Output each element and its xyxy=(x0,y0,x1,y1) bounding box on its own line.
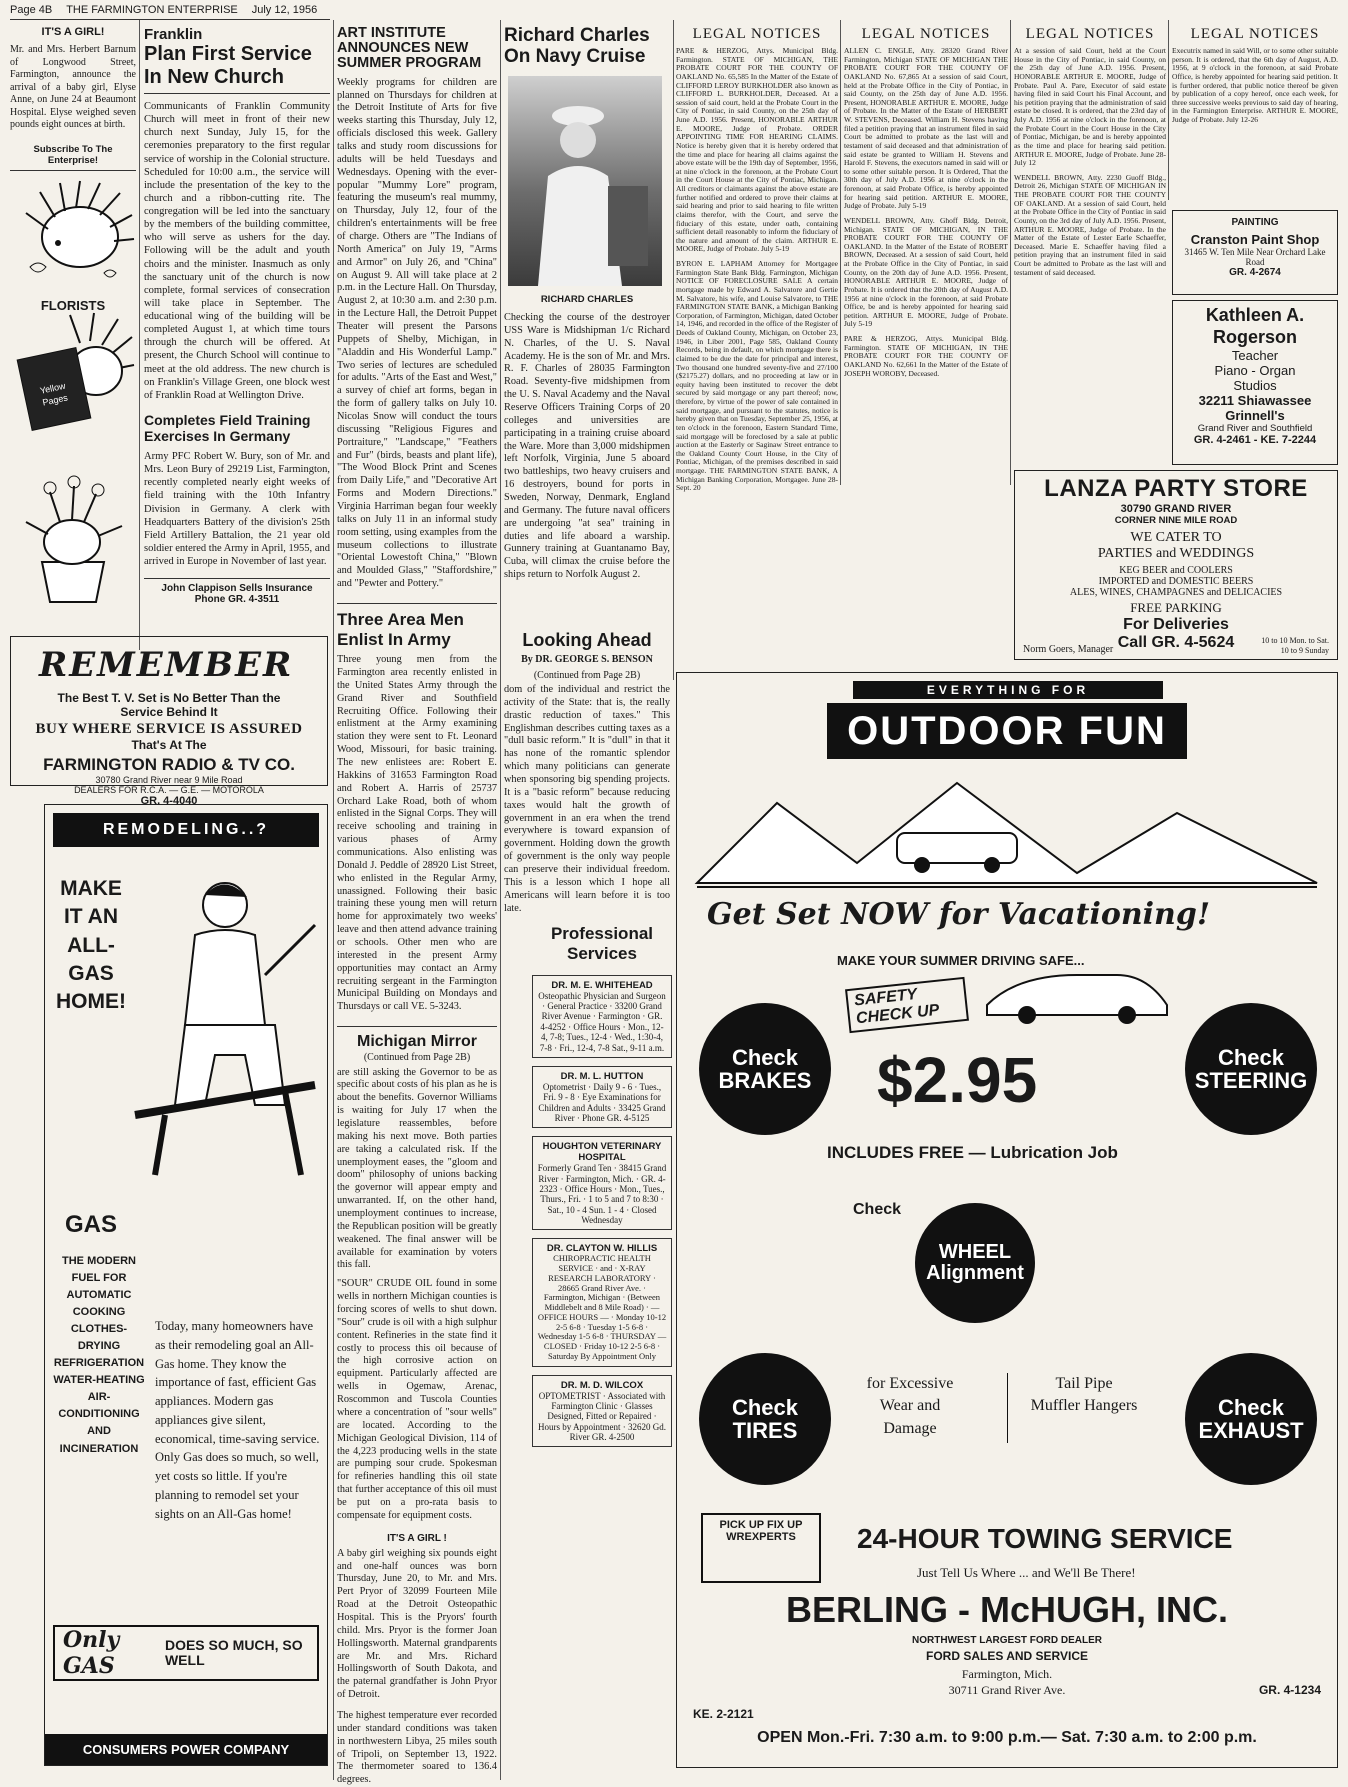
svg-text:Yellow: Yellow xyxy=(39,380,67,396)
teacher-name: Kathleen A. Rogerson xyxy=(1205,305,1305,347)
gas-list: THE MODERN FUEL FOR AUTOMATIC COOKING CLOTHES-DRYING REFRIGERATION WATER-HEATING AIR-CONDITIONING AND INCINERATION xyxy=(53,1255,145,1455)
legal-column-4 xyxy=(1172,26,1338,206)
houghton-lines: Formerly Grand Ten · 38415 Grand River · Farmington, Mich. · GR. 4-2323 · Office Hours · Mon., Tues., Thurs., Fri. · 1 to 5 and 7 to 8:30 · Sat., 10 - 4 Sun. 1 - 4 · Closed Wednesday xyxy=(537,1163,667,1225)
legal-heading-1: LEGAL NOTICES xyxy=(692,26,822,42)
insurance-name: John Clappison Sells Insurance xyxy=(144,578,330,594)
insurance-phone: Phone GR. 4-3511 xyxy=(194,594,280,606)
legal-text-1: PARE & HERZOG, Attys. Municipal Bldg. Farmington. STATE OF MICHIGAN, THE PROBATE COURT FOR THE COUNTY OF OAKLAND No. 65,585 In the Matter of the Estate of CLIFFORD LEROY BURKHOLDER also known as CLIFFORD L. BURKHOLDER, Deceased. At a session of said court, held at the Probate Court in the City of Pontiac, in said County, on the 25th day of June A.D. 1956. Present, HONORABLE ARTHUR E. MOORE, Judge of Probate. ORDER APPOINTING TIME FOR HEARING CLAIMS. Notice is hereby given that it is hereby ordered that the time and place for hearing all claims against the above estate will be the 19th day of September, 1956, at nine o'clock in the forenoon, at the Probate Court in the Court House at the City of Pontiac, Michigan. All creditors or claimants against the above estate are further notified and ordered to prove their claims at said hearing and prior to said hearing to file written claims therefor, with the Court, and serve the fiduciary of this estate, under oath, containing sufficient detail reasonably to inform the fiduciary of the nature and amount of the claim. ARTHUR E. MOORE, Judge of Probate. July 5-19 xyxy=(676,46,838,254)
lanza-imported: IMPORTED and DOMESTIC BEERS xyxy=(1098,576,1254,587)
legal-column-3 xyxy=(1014,26,1166,466)
safety-check-up: SAFETY CHECK UP xyxy=(845,977,969,1033)
column-rule xyxy=(333,20,334,1780)
richard-charles-photo xyxy=(508,76,662,286)
outdoor-fun: OUTDOOR FUN xyxy=(827,703,1187,759)
teacher-subjects: Piano - Organ xyxy=(1214,363,1296,379)
legal-text-3b: WENDELL BROWN, Atty. 2230 Guoff Bldg., Detroit 26, Michigan STATE OF MICHIGAN IN THE PROBATE COURT FOR THE COUNTY OF OAKLAND. At a session of said Court, held at the Probate Office in the City of Pontiac in said County, on the 3rd day of July A.D. 1956. Present, ARTHUR E. MOORE, Judge of Probate. In the Matter of the Estate of Lester Earle Schaeffer, Deceased. Marie E. Schaeffer having filed a petition praying that an instrument filed in said Court be admitted to Probate as the last will and testament of said deceased. xyxy=(1014,172,1166,277)
page-number: Page 4B xyxy=(10,4,53,16)
svg-text:Pages: Pages xyxy=(41,391,69,408)
teacher-location: Grand River and Southfield xyxy=(1197,423,1313,435)
teacher-studios: Studios xyxy=(1233,378,1277,394)
lanza-name: LANZA PARTY STORE xyxy=(1044,475,1308,502)
hillis-name: DR. CLAYTON W. HILLIS xyxy=(546,1243,658,1255)
mirror-text: are still asking the Governor to be as specific about costs of his plan as he is about the benefits. Governor Williams is waiting for July 17 when the legislature reassembles, before making his next move. Both parties are taking a calculated risk. If the unemployment eases, the "gloom and doom" philosophy of unions backing the governor will appear empty and unwarranted. If, on the other hand, unemployment continues to increase, the Republican position will be greatly weakened. The final answer will be available for examination by voters this fall. xyxy=(337,1066,497,1271)
cactus-flowers-illustration xyxy=(10,442,136,612)
photo-caption: RICHARD CHARLES xyxy=(540,294,634,305)
franklin-text: Communicants of Franklin Community Church will meet in front of their new church next Sunday, July 15, for the ceremonies preparatory to the first regular service of worship in the Colonial structure. Scheduled for 10:00 a.m., the service will include the presentation of the key to the church and a ribbon-cutting rite. The congregation will be led into the sanctuary by the members of the building committee, who will serve as ushers for the day. Following will be the adult and youth choirs and the minister. Inasmuch as only the sanctuary unit of the church is now complete, formal services of consecration will take place in September. The educational wing of the building will be completed August 1, at which time tours through the church will be offered. At present, the Church School will continue to meet at the old address. The new church is on Franklin's Village Green, one block west of Franklin Road at Wellington Drive. xyxy=(144,101,330,401)
lanza-hours2: 10 to 9 Sunday xyxy=(1280,646,1329,655)
navy-headline: Richard Charles On Navy Cruise xyxy=(504,25,650,67)
remodeling-banner: REMODELING..? xyxy=(53,813,319,847)
wrexperts-label: PICK UP FIX UP WREXPERTS xyxy=(719,1519,803,1543)
remember-line1: The Best T. V. Set is No Better Than the Service Behind It xyxy=(57,691,281,719)
gas-ad xyxy=(44,804,328,1766)
lanza-ales: ALES, WINES, CHAMPAGNES and DELICACIES xyxy=(1069,587,1283,598)
franklin-kicker: Franklin xyxy=(144,26,203,43)
lanza-address: 30790 GRAND RIVER xyxy=(1120,503,1232,515)
hillis-card xyxy=(532,1238,672,1366)
ahead-continued: (Continued from Page 2B) xyxy=(533,670,641,681)
remember-dealers: DEALERS FOR R.C.A. — G.E. — MOTOROLA xyxy=(74,785,264,795)
art-column xyxy=(337,25,497,1786)
check-tires: Check TIRES xyxy=(699,1353,831,1485)
girl-text: Mr. and Mrs. Herbert Barnum of Longwood Street, Farmington, announce the arrival of a baby girl, Elyse Anne, on June 24 at Beaumont Hospital. Elyse weighed seven pounds eight ounces at birth. xyxy=(10,44,136,130)
legal-text-3: At a session of said Court, held at the Court House in the City of Pontiac, in said County, on the 25th day of June A.D. 1956. Present, HONORABLE ARTHUR E. MOORE, Judge of Probate. Paul A. Pare, Executor of said estate having filed in said Court his Final Account, and his petition praying that the administration of said estate be closed. It is ordered, that the 23rd day of July A.D. 1956 at nine o'clock in the forenoon, at the Probate Court in the Court House in the City of Pontiac, Michigan, be and is hereby appointed as the time and place for hearing said petition. ARTHUR E. MOORE, Judge of Probate. June 28-July 12 xyxy=(1014,46,1166,168)
legal-heading-3: LEGAL NOTICES xyxy=(1025,26,1155,42)
painting-address: 31465 W. Ten Mile Near Orchard Lake Road xyxy=(1184,247,1326,267)
wilcox-card xyxy=(532,1375,672,1448)
gas-body: Today, many homeowners have as their remodeling goal an All-Gas home. They know the importance of fast, efficient Gas appliances. Modern gas appliances give silent, economical, time-saving service. Only Gas does so much, so well, yet costs so little. If you're planning to remodel set your sights on an All-Gas home! xyxy=(155,1319,320,1521)
mirror-continued: (Continued from Page 2B) xyxy=(363,1051,471,1063)
hutton-name: DR. M. L. HUTTON xyxy=(560,1070,644,1082)
franklin-headline: Plan First Service In New Church xyxy=(144,43,330,94)
issue-date: July 12, 1956 xyxy=(251,4,318,16)
lanza-parties: PARTIES and WEDDINGS xyxy=(1097,546,1255,561)
lanza-cater: WE CATER TO xyxy=(1130,530,1222,545)
lanza-call: Call GR. 4-5624 xyxy=(1117,634,1235,651)
ahead-text: dom of the individual and restrict the activity of the State: that is, the really drastic reduction of taxes." This Englishman describes cutting taxes as a "dull basic reform." It is "dull" in that it has none of the romantic splendor which many politicians can generate when sponsoring big spending projects. It is a "basic reform" because reducing taxes would halt the growth of government in an era when the trend everywhere is toward expansion of government. Holding down the growth of government is the only way people can preserve their individual freedom. This is a lesson which I hope all Americans will learn before it is too late. xyxy=(504,684,670,914)
check-exhaust: Check EXHAUST xyxy=(1185,1353,1317,1485)
check-steering: Check STEERING xyxy=(1185,1003,1317,1135)
subscribe-line: Subscribe To The Enterprise! xyxy=(10,144,136,171)
berling-ad xyxy=(676,672,1338,1768)
legal-text-1b: BYRON E. LAPHAM Attorney for Mortgagee Farmington State Bank Bldg. Farmington, Michigan NOTICE OF FORECLOSURE SALE A certain mortgage made by Edward A. Salvatore and Gertie M. Salvatore, his wife, and Louise Salvatore, to THE FARMINGTON STATE BANK, a Michigan Banking Corporation, of Farmington, Michigan, dated October 14, 1946, and recorded in the office of the Register of Deeds of Oakland County, Michigan, on October 23, 1946, in Liber 2001, Page 585, Oakland County Records, being in default, on which mortgage there is claimed to be due the date for principal and interest, Two thousand one hundred seventy-five and 27/100 ($2175.27) dollars, and no proceeding at law or in equity having been instituted to recover the debt secured by said mortgage or any part thereof; now, therefore, by virtue of the power of sale contained in said mortgage, and pursuant to the statutes, notice is hereby given that on Tuesday, September 25, 1956, at ten o'clock in the forenoon, Eastern Standard Time, said mortgage will be foreclosed by a sale at public auction at the Easterly or Saginaw Street entrance to the Oakland County Court House, in the City of Pontiac, Michigan, of the premises described in said mortgage. THE FARMINGTON STATE BANK, A Michigan Banking Corporation, Mortgagee. June 28-Sept. 20 xyxy=(676,259,838,493)
excessive-wear: for Excessive Wear and Damage xyxy=(866,1375,954,1437)
lanza-manager: Norm Goers, Manager xyxy=(1023,644,1114,655)
remember-ad xyxy=(10,636,328,807)
column-rule xyxy=(1168,20,1169,200)
berling-address: 30711 Grand River Ave. xyxy=(948,1683,1066,1697)
teacher-store: Grinnell's xyxy=(1225,408,1285,424)
berling-city: Farmington, Mich. xyxy=(961,1667,1053,1681)
berling-gr: GR. 4-1234 xyxy=(1258,1683,1321,1697)
girl2-heading: IT'S A GIRL ! xyxy=(387,1532,447,1544)
teacher-phones: GR. 4-2461 - KE. 7-2244 xyxy=(1193,434,1317,447)
wrexperts-truck xyxy=(701,1513,821,1583)
painting-label: PAINTING xyxy=(1231,217,1279,228)
mirror-headline: Michigan Mirror xyxy=(337,1026,497,1051)
hillis-lines: CHIROPRACTIC HEALTH SERVICE · and · X-RAY RESEARCH LABORATORY · 28665 Grand River Ave. · Farmington, Michigan · (Between Middlebelt and 8 Mile Road) · — OFFICE HOURS — · Monday 10-12 2-5 6-8 · Tuesday 1-5 6-8 · Wednesday 1-5 6-8 · THURSDAY — CLOSED · Friday 10-12 2-5 6-8 · Saturday By Appointment Only xyxy=(537,1253,667,1361)
landscape-illustration xyxy=(697,763,1317,893)
lanza-ad xyxy=(1014,470,1338,660)
houghton-name: HOUGHTON VETERINARY HOSPITAL xyxy=(542,1141,662,1164)
mirror-oil: "SOUR" CRUDE OIL found in some wells in northern Michigan counties is forcing scores of wells to shut down. "Sour" crude is oil with a high sulphur content. Refineries in the state find it costly to process this oil because of the high corrosive action on equipment. Particularly affected are wells in Ogemaw, Arenac, Roscommon and Tuscola Counties where a concentration of "sour wells" are located. According to the Michigan Geological Division, 114 of the 4,223 producing wells in the state are pumping sour crude. Spokesman for refineries handling this oil state that further acceptance of this oil must be put on a pro-rata basis to compensate for equipment costs. xyxy=(337,1278,497,1521)
slogan-does-so-much: DOES SO MUCH, SO WELL xyxy=(164,1636,303,1668)
wilcox-lines: OPTOMETRIST · Associated with Farmington Clinic · Glasses Designed, Fitted or Repaired · Hours by Appointment · 32620 Gd. River GR. 4-2500 xyxy=(538,1390,666,1443)
masthead xyxy=(10,4,330,20)
franklin-column xyxy=(144,26,330,631)
lanza-hours1: 10 to 10 Mon. to Sat. xyxy=(1261,636,1329,645)
hutton-lines: Optometrist · Daily 9 - 6 · Tues., Fri. 9 - 8 · Eye Examinations for Children and Adults · 33425 Grand River · Phone GR. 4-5125 xyxy=(538,1081,666,1123)
teacher-title: Teacher xyxy=(1231,348,1279,364)
lanza-parking: FREE PARKING xyxy=(1130,600,1222,615)
training-text: Army PFC Robert W. Bury, son of Mr. and Mrs. Leon Bury of 29219 List, Farmington, recently completed nearly eight weeks of field training with the 10th Infantry Division in Germany. A clerk with Headquarters Battery of the division's 25th Field Artillery Battalion, the 21 year old soldier entered the Army in April, 1955, and arrived in Europe in November of last year. xyxy=(144,451,330,568)
tail-pipe: Tail Pipe Muffler Hangers xyxy=(1030,1375,1138,1415)
whitehead-name: DR. M. E. WHITEHEAD xyxy=(551,979,653,991)
training-headline: Completes Field Training Exercises In Germany xyxy=(144,411,311,444)
everything-for: EVERYTHING FOR xyxy=(853,681,1163,699)
sailor-silhouette xyxy=(508,76,662,286)
hutton-card xyxy=(532,1066,672,1128)
price: $2.95 xyxy=(877,1044,1038,1116)
art-headline: ART INSTITUTE ANNOUNCES NEW SUMMER PROGRAM xyxy=(337,25,482,72)
remember-phone: GR. 4-4040 xyxy=(140,795,198,807)
column-rule xyxy=(673,20,674,680)
check-wheel-alignment: WHEEL Alignment xyxy=(915,1203,1035,1323)
legal-text-2: ALLEN C. ENGLE, Atty. 28320 Grand River Farmington, Michigan STATE OF MICHIGAN THE PROBATE COURT FOR THE COUNTY OF OAKLAND No. 67,865 At a session of said Court, held at the Probate Office in the City of Pontiac, in said County, on the 25th day of June A.D. 1956. Present, HONORABLE ARTHUR E. MOORE, Judge of Probate. In the Matter of the Estate of HERBERT W. STEVENS, Deceased. William H. Stevens having filed a petition praying that an instrument filed in said Court be admitted to probate as the last will and testament of said deceased and that administration of said estate be granted to William H. Stevens and Harold F. Stevens, the executors named in said will or to some other suitable person. It is Ordered, That the 30th day of July A.D. 1956 at nine o'clock in the forenoon, at said Probate Office, is hereby appointed for hearing said petition. ARTHUR E. MOORE, Judge of Probate. July 5-19 xyxy=(844,46,1008,211)
legal-text-2b: WENDELL BROWN, Atty. Ghoff Bldg. Detroit, Michigan. STATE OF MICHIGAN, IN THE PROBATE COURT FOR THE COUNTY OF OAKLAND. In the Matter of the Estate of ROBERT BROWN, Deceased. At a session of said Court, held at the Probate Office in the City of Pontiac, in said County, on the 20th day of June A.D. 1956. Present, HONORABLE ARTHUR E. MOORE, Judge of Probate. It is ordered that the 20th day of August A.D. 1956 at nine o'clock in the forenoon, at said Probate Office, be and is hereby appointed for hearing said petition. ARTHUR E. MOORE, Judge of Probate. July 5-19 xyxy=(844,215,1008,329)
column-rule xyxy=(1010,20,1011,485)
gas-word: GAS xyxy=(65,1211,118,1238)
temperature-text: The highest temperature ever recorded under standard conditions was taken in northwestern Libya, 25 miles south of Tripoli, on September 13, 1922. The thermometer soared to 136.4 degrees. xyxy=(337,1709,497,1786)
whitehead-lines: Osteopathic Physician and Surgeon · General Practice · 33200 Grand River Avenue · Farmington · GR. 4-4252 · Office Hours · Mon., 12-4, 7-8; Tues., 12-4 · Wed., 1:30-4, 7-8 · Fri., 12-4, 7-8 Sat., 9-11 a.m. xyxy=(538,990,666,1053)
lanza-corner: CORNER NINE MILE ROAD xyxy=(1114,515,1238,526)
column-rule xyxy=(840,20,841,485)
carpenter-illustration xyxy=(125,865,325,1185)
painting-ad xyxy=(1172,210,1338,295)
legal-column-1 xyxy=(676,26,838,666)
berling-ke: KE. 2-2121 xyxy=(693,1707,754,1721)
legal-heading-2: LEGAL NOTICES xyxy=(861,26,991,42)
legal-heading-4: LEGAL NOTICES xyxy=(1190,26,1320,42)
towing-service: 24-HOUR TOWING SERVICE xyxy=(857,1523,1233,1554)
driving-safe: MAKE YOUR SUMMER DRIVING SAFE... xyxy=(837,953,1085,968)
art-text: Weekly programs for children are planned on Thursdays for children at the Detroit Institute of Arts for five weeks starting this Thursday, July 12, officials disclosed this week. Gallery talks and study room discussions for adults will be held Tuesdays and Wednesdays. Opening with the ever-popular "Mummy Lore" program, featuring the museum's real mummy, on Thursday, July 12, four of the children's entertainments will be free of charge. Others are "The Indians of North America" on July 19, "Arms and Armor" on July 26, and "China" on August 9. All will take place at 2 p.m. in the Lecture Hall. On Thursday, August 2, at 10:30 a.m. and 2:30 p.m. in the Lecture Hall, the Detroit Puppet Theater will present the Parsons Puppets of Shelby, Michigan, in "Aladdin and His Wonderful Lamp." Two series of lectures are scheduled for adults. "Arts of the East and West," a survey of chief art forms, began in the form of gallery talks on July 10. Nicolas Snow will conduct the tours discussing "Religious Figures and Portraiture," "Landscape," "Feathers and Fur" (birds, beasts and plant life), "The Wood Block Print and Scenes from Daily Life," and "Decorative Art Forms and Modern Directions." Virginia Harriman began four weekly talks on July 11 in an informal study room setting, using examples from the museum collections to illustrate "Oriental Lowestoft China," "Blown and Moulded Glass," "Staffordshire," and "Pewter and Pottery." xyxy=(337,76,497,590)
remember-title: REMEMBER xyxy=(39,645,294,685)
remember-company: FARMINGTON RADIO & TV CO. xyxy=(43,755,295,774)
slogan-only-gas: Only GAS xyxy=(63,1627,120,1679)
painting-name: Cranston Paint Shop xyxy=(1190,232,1320,247)
army-text: Three young men from the Farmington area recently enlisted in the United States Army through the Grand River and Southfield Recruiting Office. Following their enlistment at the Army examining station they were sent to Ft. Leonard Wood, Missouri, for basic training. The new enlistees are: Robert E. Hakkins of 31653 Farmington Road and Robert A. Harris of 25737 Orchard Lake Road, both of whom enlisted in the Signal Corps. They will receive schooling and training in various phases of Army communications. Also enlisting was Donald J. Peddle of 28920 List Street, who enlisted in the Regular Army, unassigned. Following their basic training these young men will return home for approximately two weeks' leave and then attend advance training or schools. Other men who are interested in the present Army opportunities may contact an Army recruiting sergeant in the Farmington Municipal Building on Mondays and Thursdays or call VE. 5-3243. xyxy=(337,654,497,1013)
professional-services xyxy=(532,924,672,1766)
remember-address: 30780 Grand River near 9 Mile Road xyxy=(95,775,243,785)
legal-column-2 xyxy=(844,26,1008,666)
girl2-text: A baby girl weighing six pounds eight and one-half ounces was born Thursday, June 20, to Mr. and Mrs. Pert Pryor of 32099 Fourteen Mile Road at the Detroit Osteopathic Hospital. This is the Pryors' fourth child. Mrs. Pryor is the former Joan Hollingsworth. Maternal grandparents are Mr. and Mrs. Richard Hollingsworth of South Dakota, and the paternal grandfather is John Pryor of Detroit. xyxy=(337,1547,497,1701)
remember-line2: BUY WHERE SERVICE IS ASSURED xyxy=(35,721,303,737)
consumers-power: CONSUMERS POWER COMPANY xyxy=(45,1734,327,1765)
remember-line3: That's At The xyxy=(131,738,207,752)
column-rule xyxy=(139,20,140,650)
florists-label: FLORISTS xyxy=(40,297,106,313)
legal-text-4: Executrix named in said Will, or to some other suitable person. It is ordered, that the 6th day of August, A.D. 1956, at 9 o'clock in the forenoon, at said Probate Office, is hereby appointed for hearing said petition. It is further ordered, that public notice thereof be given by publication of a copy hereof, once each week, for three successive weeks previous to said day of hearing, in the Farmington Enterprise. ARTHUR E. MOORE, Judge of Probate. July 12-26 xyxy=(1172,46,1338,124)
wilcox-name: DR. M. D. WILCOX xyxy=(560,1379,644,1391)
houghton-card xyxy=(532,1136,672,1230)
navy-text: Checking the course of the destroyer USS Ware is Midshipman 1/c Richard N. Charles, of the U. S. Naval Academy. He is the son of Mr. and Mrs. R. F. Charles of 28035 Farmington Road. Seventy-five midshipmen from the U. S. Naval Academy and the Naval Reserve Officers Training Corps of 20 colleges and universities are participating in a training cruise aboard the Ware. More than 3,000 midshipmen left Norfolk, Virginia, June 5 aboard two battleships, two heavy cruisers and 16 destroyers, bound for ports in Sweden, Norway, Denmark, England and Germany. The future naval officers are undergoing "at sea" training in duties and life aboard a warship. Gunnery training at Guantanamo Bay, Cuba, will climax the cruise before the ships return to Norfolk August 2. xyxy=(504,312,670,581)
gas-slogan xyxy=(53,1625,319,1681)
divider xyxy=(1007,1373,1008,1443)
paper-name: THE FARMINGTON ENTERPRISE xyxy=(66,4,238,16)
column-rule xyxy=(500,20,501,1780)
get-set: Get Set NOW for Vacationing! xyxy=(707,897,1211,932)
berling-dealer: NORTHWEST LARGEST FORD DEALER xyxy=(912,1635,1102,1646)
legal-text-2c: PARE & HERZOG, Attys. Municipal Bldg. Farmington. STATE OF MICHIGAN, IN THE PROBATE COURT FOR THE COUNTY OF OAKLAND No. 62,661 In the Matter of the Estate of JOSEPH WOROBY, Deceased. xyxy=(844,334,1008,378)
teacher-address: 32211 Shiawassee xyxy=(1198,393,1312,409)
check-brakes: Check BRAKES xyxy=(699,1003,831,1135)
lanza-keg: KEG BEER and COOLERS xyxy=(1119,565,1233,576)
includes-free: INCLUDES FREE — Lubrication Job xyxy=(827,1143,1118,1162)
porcupine-illustration xyxy=(10,177,136,287)
check-label: Check xyxy=(853,1201,902,1218)
car-illustration xyxy=(977,965,1177,1025)
berling-open: OPEN Mon.-Fri. 7:30 a.m. to 9:00 p.m.— Sat. 7:30 a.m. to 2:00 p.m. xyxy=(757,1729,1257,1746)
florist-book-illustration xyxy=(10,313,136,433)
ahead-byline: By DR. GEORGE S. BENSON xyxy=(521,654,653,665)
painting-phone: GR. 4-2674 xyxy=(1229,267,1281,278)
tell-us: Just Tell Us Where ... and We'll Be There! xyxy=(917,1565,1136,1580)
girl-heading: IT'S A GIRL! xyxy=(41,26,105,38)
army-headline: Three Area Men Enlist In Army xyxy=(337,603,497,649)
left-column xyxy=(10,26,136,631)
ahead-headline: Looking Ahead xyxy=(522,630,652,650)
lanza-deliveries: For Deliveries xyxy=(1123,616,1229,633)
berling-sales: FORD SALES AND SERVICE xyxy=(925,1649,1089,1663)
berling-company: BERLING - McHUGH, INC. xyxy=(785,1589,1228,1630)
prof-title: Professional Services xyxy=(550,924,654,964)
gas-headline: MAKE IT AN ALL-GAS HOME! xyxy=(56,877,126,1014)
teacher-ad xyxy=(1172,300,1338,465)
whitehead-card xyxy=(532,975,672,1058)
